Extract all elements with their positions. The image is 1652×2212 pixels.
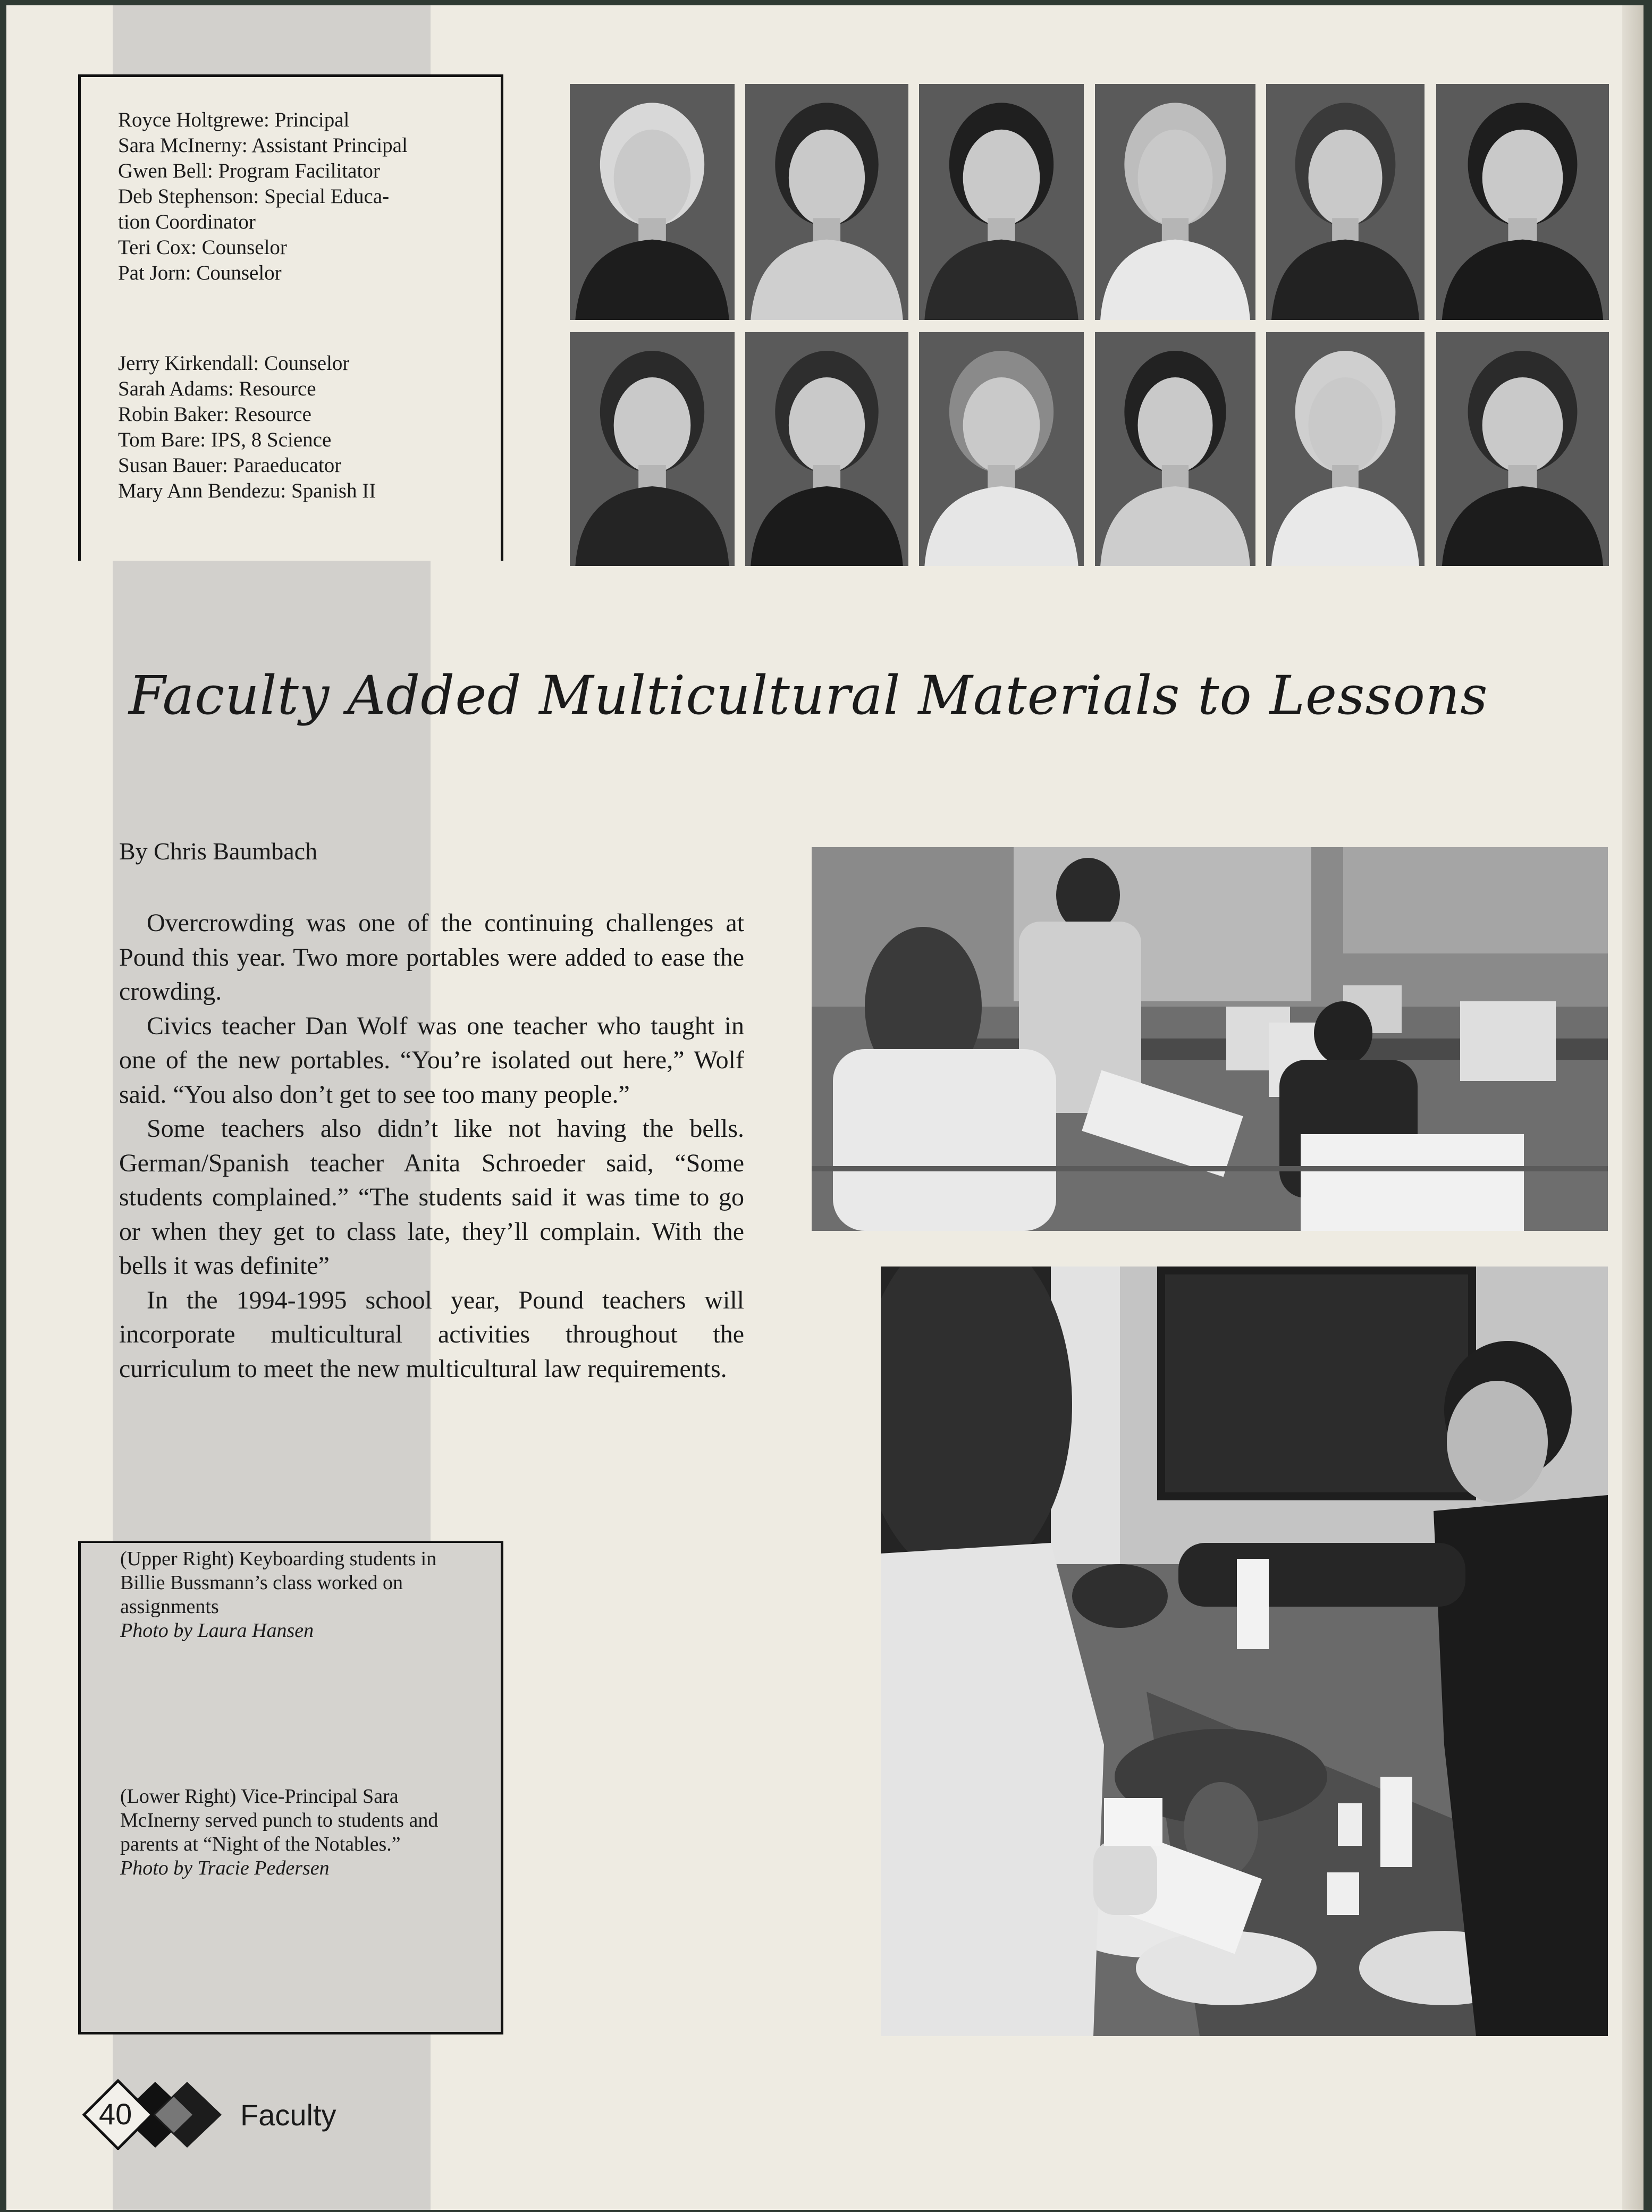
faculty-portrait [1266, 84, 1425, 320]
faculty-portrait [1095, 332, 1255, 566]
article-paragraph: Overcrowding was one of the continuing challenges at Pound this year. Two more portables were added to ease the crowding. [119, 909, 744, 1006]
faculty-portrait [919, 332, 1084, 566]
photo-credit: Photo by Tracie Pedersen [120, 1857, 330, 1879]
yearbook-page [6, 5, 1643, 2210]
staff-list-row-2 [118, 351, 448, 504]
article-paragraph: In the 1994-1995 school year, Pound teachers will incorporate multicultural activities throughout the curriculum to meet the new multicultural law requirements. [119, 1286, 744, 1383]
upper-photo-caption [120, 1547, 444, 1643]
article-headline: Faculty Added Multicultural Materials to Lessons [129, 664, 1488, 727]
caption-text: (Lower Right) Vice-Principal Sara McInerny served punch to students and parents at “Night of the Notables.” [120, 1785, 439, 1855]
page-edge-shadow [1622, 5, 1643, 2210]
keyboarding-class-photo [812, 847, 1608, 1231]
faculty-portrait [919, 84, 1084, 320]
byline: By Chris Baumbach [119, 838, 318, 865]
photo-credit: Photo by Laura Hansen [120, 1619, 314, 1642]
lower-photo-caption [120, 1785, 444, 1880]
faculty-portrait [745, 84, 908, 320]
staff-name-line: Sarah Adams: Resource [118, 377, 316, 400]
staff-name-line: Tom Bare: IPS, 8 Science [118, 428, 332, 451]
page-folio [81, 2075, 378, 2150]
faculty-portrait [570, 332, 735, 566]
staff-name-line: Susan Bauer: Paraeducator [118, 454, 342, 477]
article-body [119, 906, 744, 1386]
staff-name-line: Sara McInerny: Assistant Principal [118, 134, 408, 157]
faculty-portrait [1095, 84, 1255, 320]
staff-name-line: Gwen Bell: Program Facilitator [118, 159, 380, 182]
page-number: 40 [99, 2097, 132, 2131]
punch-serving-photo [881, 1267, 1608, 2036]
section-label: Faculty [240, 2098, 336, 2132]
faculty-portrait [1436, 84, 1609, 320]
staff-name-line: tion Coordinator [118, 210, 256, 233]
staff-name-line: Jerry Kirkendall: Counselor [118, 352, 350, 375]
faculty-portrait [1266, 332, 1425, 566]
faculty-portrait [745, 332, 908, 566]
staff-name-line: Teri Cox: Counselor [118, 236, 287, 259]
staff-name-line: Pat Jorn: Counselor [118, 261, 282, 284]
article-paragraph: Some teachers also didn’t like not having the bells. German/Spanish teacher Anita Schroeder said, “Some students complained.” “The students said it was time to go or when they get to class late, they’ll complain. With the bells it was definite” [119, 1115, 744, 1280]
caption-text: (Upper Right) Keyboarding students in Billie Bussmann’s class worked on assignments [120, 1548, 437, 1618]
photo-caption-box [78, 1541, 503, 2034]
staff-name-line: Mary Ann Bendezu: Spanish II [118, 479, 376, 502]
staff-name-line: Royce Holtgrewe: Principal [118, 108, 350, 131]
article-paragraph: Civics teacher Dan Wolf was one teacher who taught in one of the new portables. “You’re isolated out here,” Wolf said. “You also don’t get to see too many people.” [119, 1011, 744, 1109]
staff-name-line: Robin Baker: Resource [118, 403, 311, 426]
staff-list-row-1 [118, 107, 448, 286]
staff-name-line: Deb Stephenson: Special Educa- [118, 185, 390, 208]
faculty-portrait [570, 84, 735, 320]
faculty-portrait [1436, 332, 1609, 566]
